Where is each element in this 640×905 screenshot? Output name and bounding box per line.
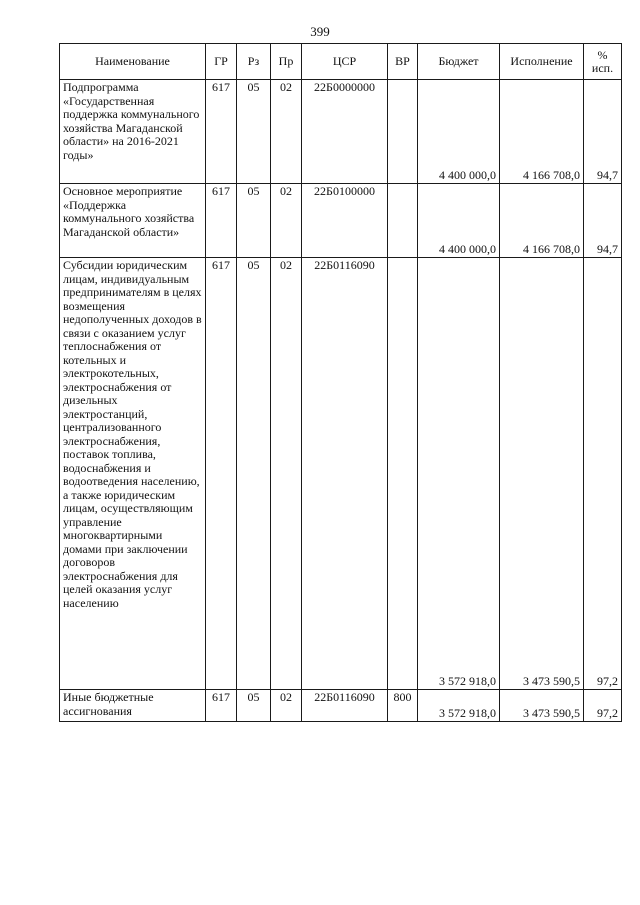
row-vr <box>388 80 418 184</box>
row-budget: 3 572 918,0 <box>418 690 500 722</box>
row-percent: 97,2 <box>584 258 622 690</box>
row-pr: 02 <box>271 184 302 258</box>
row-csr: 22Б0000000 <box>302 80 388 184</box>
row-execution: 3 473 590,5 <box>500 690 584 722</box>
row-csr: 22Б0116090 <box>302 690 388 722</box>
header-name: Наименование <box>60 44 206 80</box>
row-name: Основное мероприятие «Поддержка коммунального хозяйства Магаданской области» <box>60 184 206 258</box>
row-pr: 02 <box>271 80 302 184</box>
row-vr <box>388 258 418 690</box>
row-csr: 22Б0100000 <box>302 184 388 258</box>
row-pr: 02 <box>271 258 302 690</box>
row-name: Иные бюджетные ассигнования <box>60 690 206 722</box>
header-csr: ЦСР <box>302 44 388 80</box>
row-rz: 05 <box>237 80 271 184</box>
header-percent <box>584 44 622 80</box>
row-csr: 22Б0116090 <box>302 258 388 690</box>
header-percent-symbol: % <box>597 47 608 62</box>
table-row <box>60 690 622 722</box>
row-rz: 05 <box>237 184 271 258</box>
row-execution: 4 166 708,0 <box>500 80 584 184</box>
row-name: Подпрограмма «Государственная поддержка коммунального хозяйства Магаданской области» на 2016-2021 годы» <box>60 80 206 184</box>
row-gr: 617 <box>206 690 237 722</box>
row-percent: 97,2 <box>584 690 622 722</box>
table-header-row <box>60 44 622 80</box>
table-row <box>60 184 622 258</box>
header-budget: Бюджет <box>418 44 500 80</box>
header-vr: ВР <box>388 44 418 80</box>
header-execution: Исполнение <box>500 44 584 80</box>
page-number: 399 <box>310 24 330 39</box>
row-execution: 3 473 590,5 <box>500 258 584 690</box>
table-row <box>60 258 622 690</box>
header-rz: Рз <box>237 44 271 80</box>
row-percent: 94,7 <box>584 80 622 184</box>
row-budget: 4 400 000,0 <box>418 80 500 184</box>
row-gr: 617 <box>206 184 237 258</box>
row-budget: 4 400 000,0 <box>418 184 500 258</box>
row-percent: 94,7 <box>584 184 622 258</box>
budget-execution-table <box>59 43 622 722</box>
row-vr <box>388 184 418 258</box>
header-percent-label: исп. <box>591 60 614 75</box>
row-rz: 05 <box>237 690 271 722</box>
row-gr: 617 <box>206 80 237 184</box>
row-name: Субсидии юридическим лицам, индивидуальным предпринимателям в целях возмещения недополученных доходов в связи с оказанием услуг теплоснабжения от котельных и электрокотельных, электроснабжения от дизельных электростанций, централизованного электроснабжения, поставок топлива, водоснабжения и водоотведения населению, а также юридическим лицам, осуществляющим управление многоквартирными домами при заключении договоров электроснабжения для целей оказания услуг населению <box>60 258 206 690</box>
row-execution: 4 166 708,0 <box>500 184 584 258</box>
row-pr: 02 <box>271 690 302 722</box>
row-rz: 05 <box>237 258 271 690</box>
row-gr: 617 <box>206 258 237 690</box>
row-budget: 3 572 918,0 <box>418 258 500 690</box>
header-gr: ГР <box>206 44 237 80</box>
table-row <box>60 80 622 184</box>
header-pr: Пр <box>271 44 302 80</box>
row-vr: 800 <box>388 690 418 722</box>
